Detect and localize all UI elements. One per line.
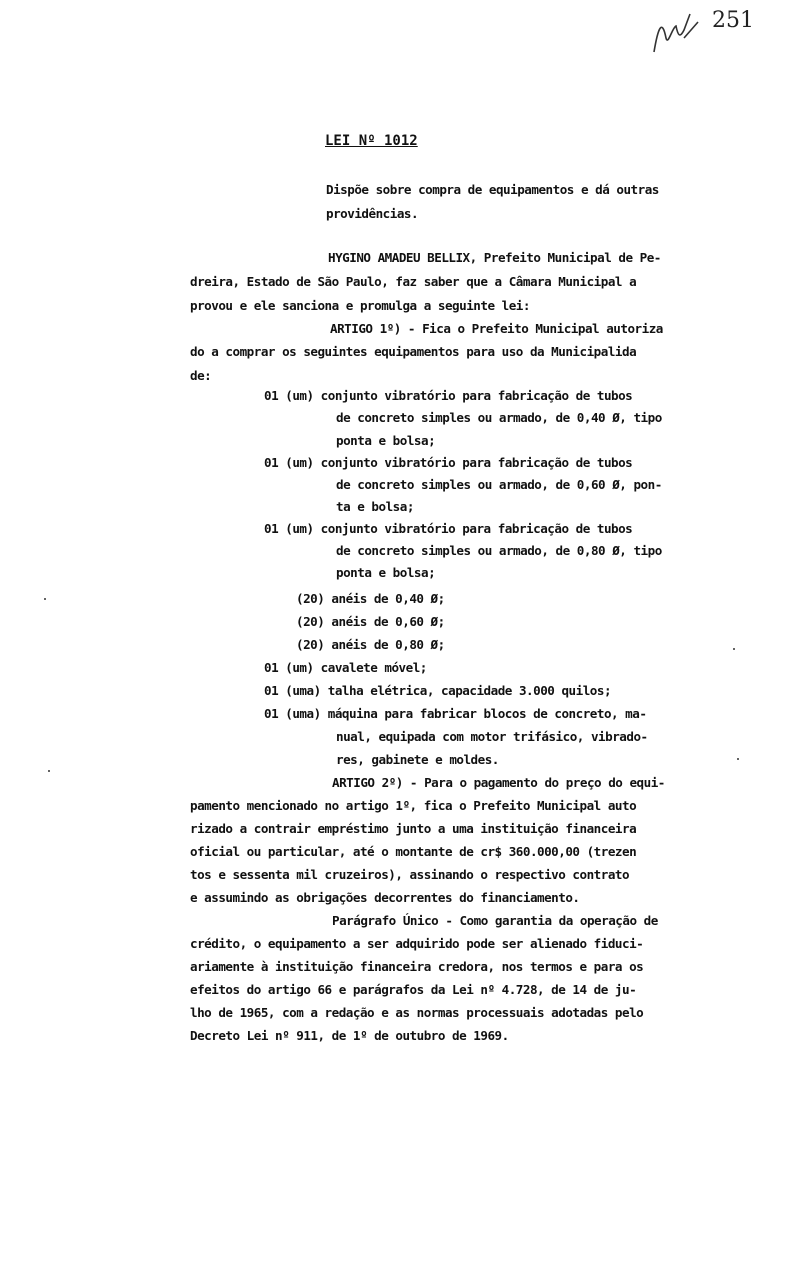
item-line: nual, equipada com motor trifásico, vibrado-	[336, 729, 648, 744]
item-line: (20) anéis de 0,60 Ø;	[296, 614, 445, 629]
item-line: de concreto simples ou armado, de 0,80 Ø, tipo	[336, 543, 662, 558]
paragraph-line: Decreto Lei nº 911, de 1º de outubro de 1969.	[190, 1028, 509, 1043]
item-line: 01 (uma) máquina para fabricar blocos de concreto, ma-	[264, 706, 647, 721]
preamble-line: HYGINO AMADEU BELLIX, Prefeito Municipal de Pe-	[328, 250, 661, 265]
preamble-line: dreira, Estado de São Paulo, faz saber que a Câmara Municipal a	[190, 274, 637, 289]
item-line: ponta e bolsa;	[336, 433, 436, 448]
law-title: LEI Nº 1012	[325, 133, 418, 149]
item-line: de concreto simples ou armado, de 0,60 Ø, pon-	[336, 477, 662, 492]
item-line: de concreto simples ou armado, de 0,40 Ø, tipo	[336, 410, 662, 425]
article-1-line: de:	[190, 368, 212, 383]
scan-speck	[44, 598, 46, 600]
article-1-line: do a comprar os seguintes equipamentos para uso da Municipalida	[190, 344, 637, 359]
article-2-line: pamento mencionado no artigo 1º, fica o Prefeito Municipal auto	[190, 798, 637, 813]
paragraph-line: ariamente à instituição financeira credora, nos termos e para os	[190, 959, 644, 974]
item-line: (20) anéis de 0,40 Ø;	[296, 591, 445, 606]
ementa-line: providências.	[326, 206, 419, 221]
item-line: 01 (um) cavalete móvel;	[264, 660, 427, 675]
article-2-line: rizado a contrair empréstimo junto a uma instituição financeira	[190, 821, 637, 836]
paragraph-line: crédito, o equipamento a ser adquirido pode ser alienado fiduci-	[190, 936, 644, 951]
scan-speck	[737, 758, 739, 760]
item-line: ponta e bolsa;	[336, 565, 436, 580]
paragraph-line: Parágrafo Único - Como garantia da operação de	[332, 913, 658, 928]
item-line: (20) anéis de 0,80 Ø;	[296, 637, 445, 652]
item-line: 01 (um) conjunto vibratório para fabricação de tubos	[264, 521, 633, 536]
scan-speck	[733, 648, 735, 650]
article-2-line: ARTIGO 2º) - Para o pagamento do preço do equi-	[332, 775, 665, 790]
article-2-line: oficial ou particular, até o montante de cr$ 360.000,00 (trezen	[190, 844, 637, 859]
item-line: 01 (uma) talha elétrica, capacidade 3.000 quilos;	[264, 683, 612, 698]
article-2-line: e assumindo as obrigações decorrentes do financiamento.	[190, 890, 580, 905]
item-line: ta e bolsa;	[336, 499, 414, 514]
item-line: 01 (um) conjunto vibratório para fabricação de tubos	[264, 388, 633, 403]
scan-speck	[48, 770, 50, 772]
paragraph-line: lho de 1965, com a redação e as normas processuais adotadas pelo	[190, 1005, 644, 1020]
handwritten-initials	[650, 8, 720, 58]
ementa-line: Dispõe sobre compra de equipamentos e dá outras	[326, 182, 659, 197]
preamble-line: provou e ele sanciona e promulga a seguinte lei:	[190, 298, 530, 313]
page-number: 251	[712, 8, 754, 33]
item-line: 01 (um) conjunto vibratório para fabricação de tubos	[264, 455, 633, 470]
paragraph-line: efeitos do artigo 66 e parágrafos da Lei nº 4.728, de 14 de ju-	[190, 982, 637, 997]
article-1-line: ARTIGO 1º) - Fica o Prefeito Municipal autoriza	[330, 321, 663, 336]
item-line: res, gabinete e moldes.	[336, 752, 499, 767]
article-2-line: tos e sessenta mil cruzeiros), assinando o respectivo contrato	[190, 867, 630, 882]
